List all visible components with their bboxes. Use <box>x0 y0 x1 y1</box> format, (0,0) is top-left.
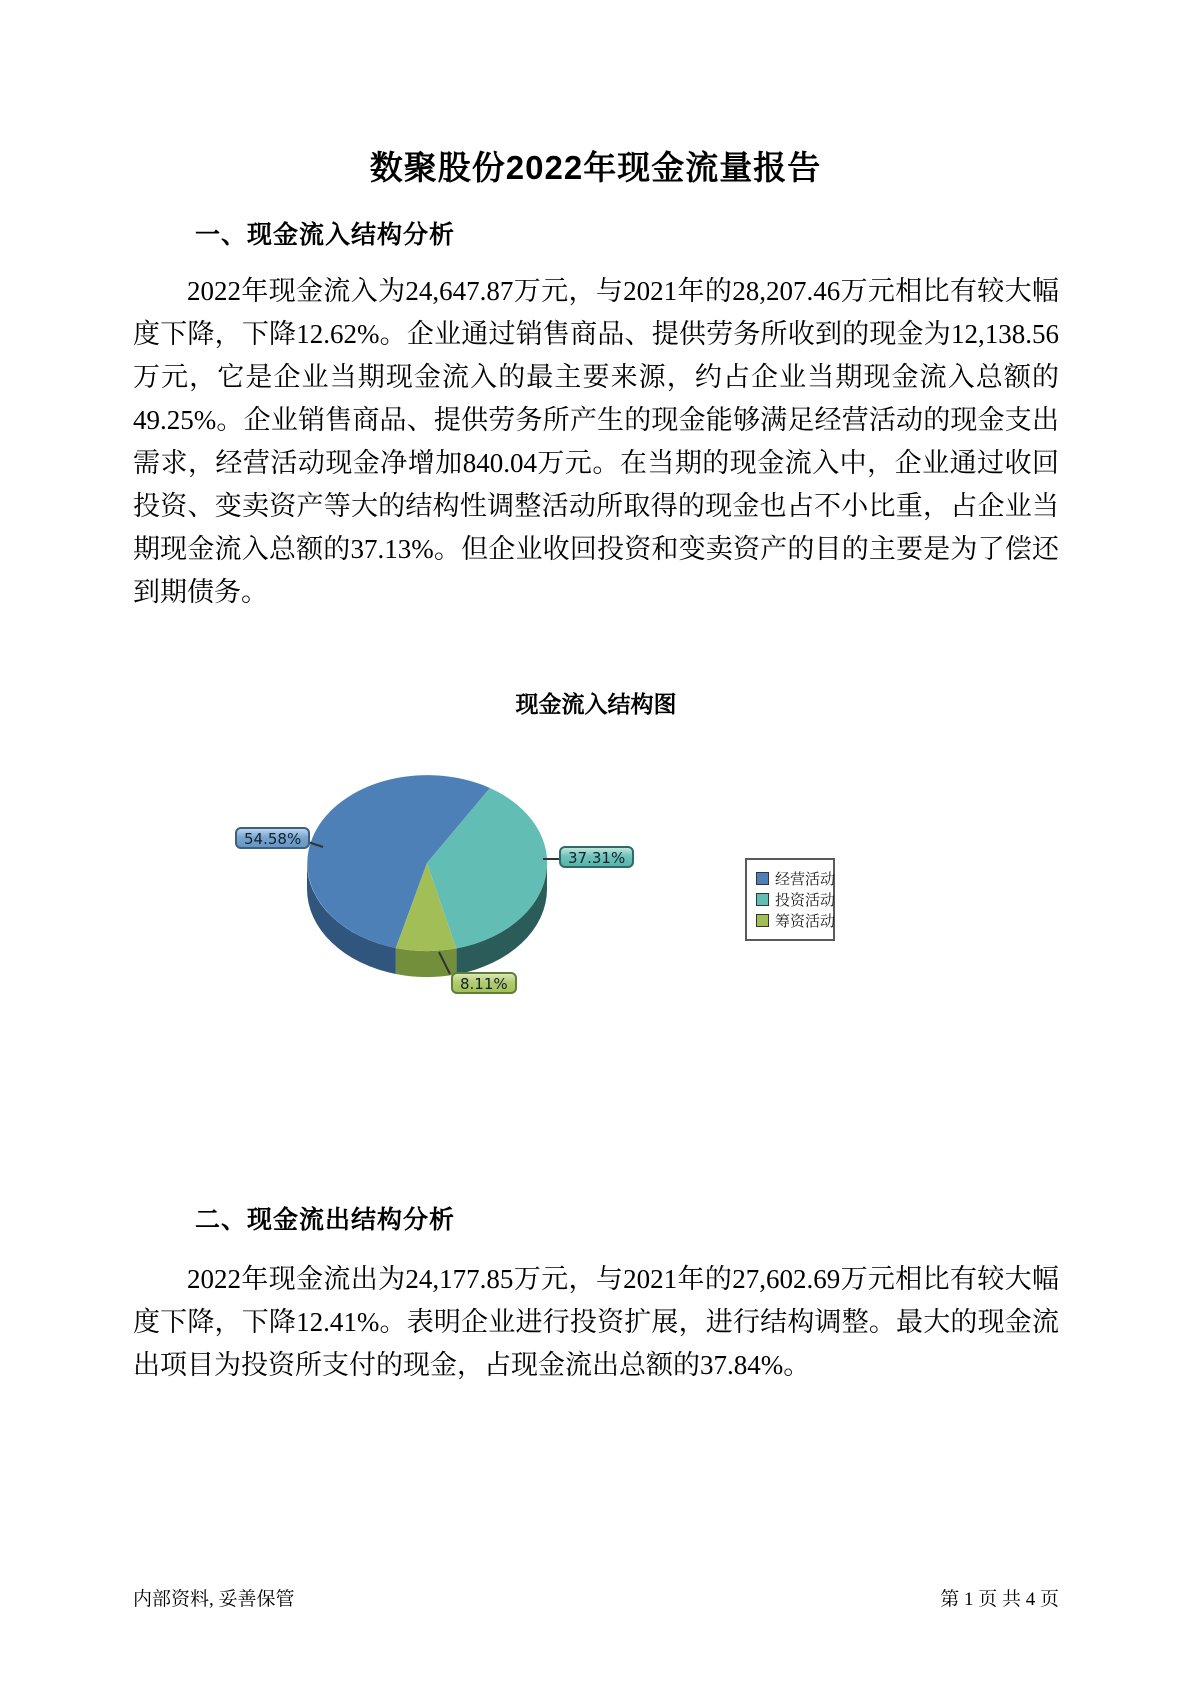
legend-item-operating <box>756 868 836 889</box>
section-1-paragraph: 2022年现金流入为24,647.87万元，与2021年的28,207.46万元相比有较大幅度下降，下降12.62%。企业通过销售商品、提供劳务所收到的现金为12,138.56万元，它是企业当期现金流入的最主要来源，约占企业当期现金流入总额的49.25%。企业销售商品、提供劳务所产生的现金能够满足经营活动的现金支出需求，经营活动现金净增加840.04万元。在当期的现金流入中，企业通过收回投资、变卖资产等大的结构性调整活动所取得的现金也占不小比重，占企业当期现金流入总额的37.13%。但企业收回投资和变卖资产的目的主要是为了偿还到期债务。 <box>133 276 1059 607</box>
footer-confidential-note: 内部资料, 妥善保管 <box>133 1589 295 1610</box>
legend-item-financing <box>756 910 836 931</box>
legend-label-operating: 经营活动 <box>775 871 836 888</box>
document-title: 数聚股份2022年现金流量报告 <box>369 149 822 186</box>
pie-label-operating: 54.58% <box>235 827 310 849</box>
footer-page-number: 第 1 页 共 4 页 <box>940 1589 1059 1610</box>
chart-legend <box>745 858 835 941</box>
pie-3d-graphic <box>133 720 1059 1030</box>
page-footer <box>133 1584 1059 1611</box>
legend-swatch-operating-icon <box>756 872 769 885</box>
legend-label-financing: 筹资活动 <box>775 913 836 930</box>
legend-item-investing <box>756 889 836 910</box>
pie-label-investing: 37.31% <box>559 846 634 868</box>
legend-swatch-investing-icon <box>756 893 769 906</box>
pie-label-financing: 8.11% <box>451 972 517 994</box>
legend-label-investing: 投资活动 <box>775 892 836 909</box>
legend-swatch-financing-icon <box>756 914 769 927</box>
section-2-heading: 二、现金流出结构分析 <box>195 1206 456 1234</box>
pie-side-financing <box>396 948 457 977</box>
chart-title: 现金流入结构图 <box>515 691 677 717</box>
section-1-heading: 一、现金流入结构分析 <box>195 221 456 249</box>
cash-inflow-pie-chart <box>133 720 1059 1030</box>
section-2-paragraph: 2022年现金流出为24,177.85万元，与2021年的27,602.69万元相比有较大幅度下降，下降12.41%。表明企业进行投资扩展，进行结构调整。最大的现金流出项目为投资所支付的现金，占现金流出总额的37.84%。 <box>133 1264 1059 1380</box>
